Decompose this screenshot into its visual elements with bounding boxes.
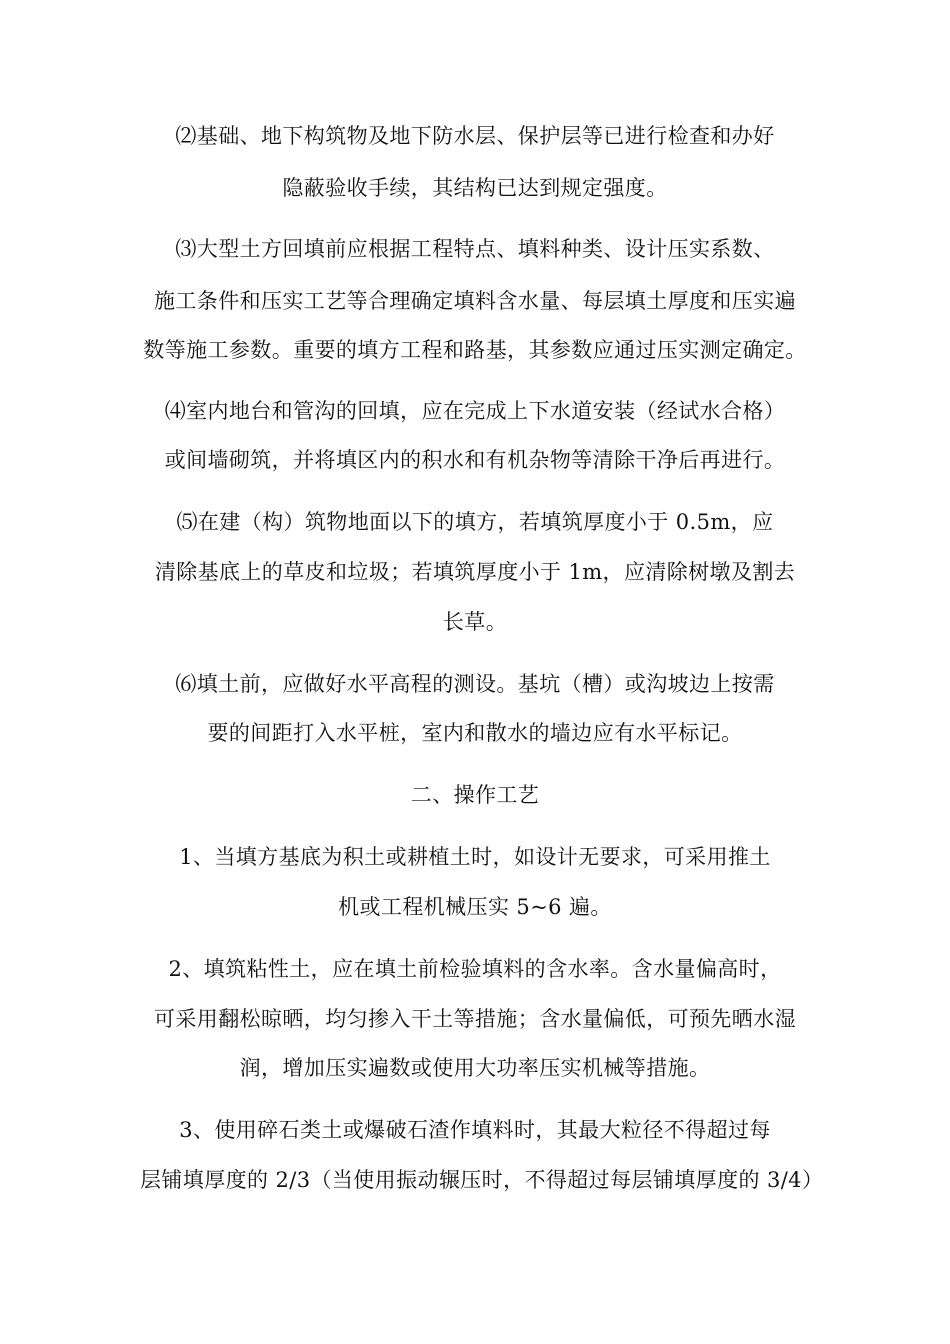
step-2-line-2: 可采用翻松晾晒，均匀掺入干土等措施；含水量偏低，可预先晒水湿 <box>154 1007 796 1031</box>
item-6-line-1: ⑹填土前，应做好水平高程的测设。基坑（槽）或沟坡边上按需 <box>175 672 775 696</box>
step-1-line-2: 机或工程机械压实 5~6 遍。 <box>338 895 612 919</box>
item-3-line-2: 施工条件和压实工艺等合理确定填料含水量、每层填土厚度和压实遍 <box>154 289 796 313</box>
step-2-line-1: 2、填筑粘性土，应在填土前检验填料的含水率。含水量偏高时， <box>168 957 782 981</box>
item-6-line-2: 要的间距打入水平桩，室内和散水的墙边应有水平标记。 <box>207 721 743 745</box>
item-5-line-3: 长草。 <box>442 610 508 634</box>
item-4-line-2: 或间墙砌筑，并将填区内的积水和有机杂物等清除干净后再进行。 <box>164 448 786 472</box>
step-3-line-1: 3、使用碎石类土或爆破石渣作填料时，其最大粒径不得超过每 <box>179 1118 771 1142</box>
step-3-line-2: 层铺填厚度的 2/3（当使用振动辗压时，不得超过每层铺填厚度的 3/4） <box>140 1168 824 1192</box>
item-3-line-3: 数等施工参数。重要的填方工程和路基，其参数应通过压实测定确定。 <box>143 338 807 362</box>
item-2-line-2: 隐蔽验收手续，其结构已达到规定强度。 <box>282 176 668 200</box>
item-5-line-1: ⑸在建（构）筑物地面以下的填方，若填筑厚度小于 0.5m，应 <box>176 510 774 534</box>
step-1-line-1: 1、当填方基底为积土或耕植土时，如设计无要求，可采用推土 <box>179 845 771 869</box>
section-heading: 二、操作工艺 <box>410 783 540 807</box>
item-5-line-2: 清除基底上的草皮和垃圾；若填筑厚度小于 1m，应清除树墩及割去 <box>154 560 796 584</box>
item-2-line-1: ⑵基础、地下构筑物及地下防水层、保护层等已进行检查和办好 <box>175 124 775 148</box>
item-3-line-1: ⑶大型土方回填前应根据工程特点、填料种类、设计压实系数、 <box>175 237 775 261</box>
step-2-line-3: 润，增加压实遍数或使用大功率压实机械等措施。 <box>239 1056 711 1080</box>
item-4-line-1: ⑷室内地台和管沟的回填，应在完成上下水道安装（经试水合格） <box>164 399 786 423</box>
